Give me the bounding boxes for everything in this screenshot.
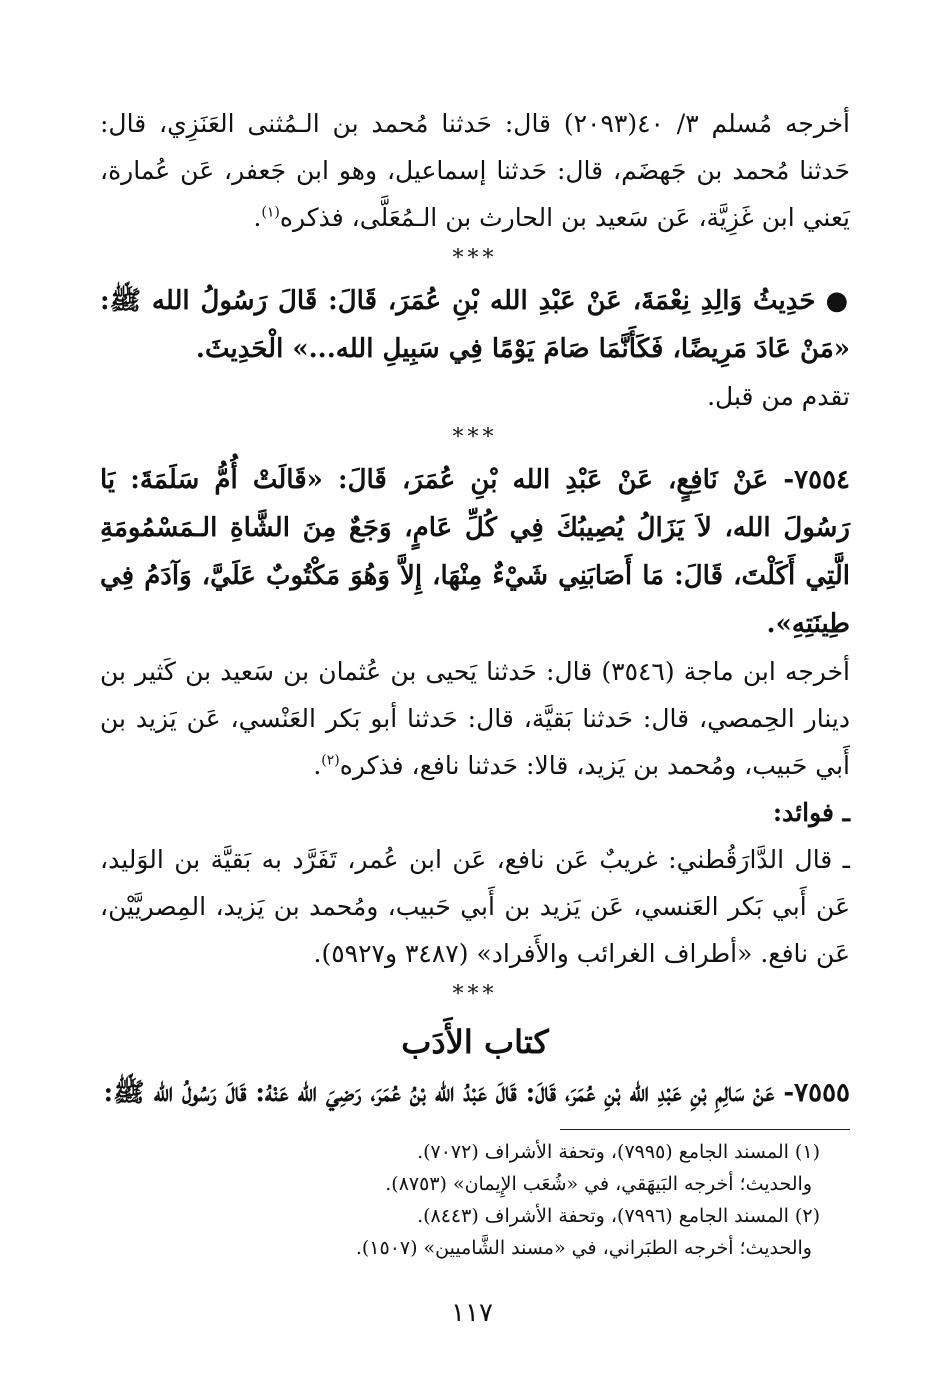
takhrij-paragraph-1 (100, 100, 850, 241)
hadith-7555: ٧٥٥٥- عَنْ سَالِمِ بْنِ عَبْدِ الله بْنِ عُمَرَ، قَالَ: قَالَ عَبْدُ الله بْنُ عُمَرَ، رَضِيَ الله عَنْهُ: قَالَ رَسُولُ الله ﷺ: (103, 1078, 850, 1108)
footnote-divider (560, 1129, 850, 1130)
footnote-1: (١) المسند الجامع (٧٩٩٥)، وتحفة الأشراف (٧٠٧٢). (417, 1141, 820, 1163)
hadith-text-1: حَدِيثُ وَالِدِ نِعْمَةَ، عَنْ عَبْدِ الله بْنِ عُمَرَ، قَالَ: قَالَ رَسُولُ الله ﷺ: «مَنْ عَادَ مَرِيضًا، فَكَأَنَّمَا صَامَ يَوْمًا فِي سَبِيلِ الله...» الْحَدِيثَ. (100, 286, 850, 364)
section-separator-3: *** (452, 982, 498, 1007)
sentence-end: . (313, 751, 322, 780)
footnote-2-continued: والحديث؛ أخرجه الطبَراني، في «مسند الشَّاميين» (١٥٠٧). (355, 1237, 812, 1259)
book-page (100, 100, 850, 1264)
footnote-2: (٢) المسند الجامع (٧٩٩٦)، وتحفة الأشراف (٨٤٤٣). (417, 1205, 820, 1227)
page-number: ١١٧ (451, 1298, 493, 1328)
takhrij-paragraph-2 (100, 648, 850, 789)
cross-reference-note: تقدم من قبل. (707, 382, 850, 411)
section-separator-1: *** (452, 246, 498, 271)
footnote-ref-1[interactable]: (١) (261, 204, 280, 221)
takhrij-text-1: أخرجه مُسلم ٣/ ٤٠(٢٠٩٣) قال: حَدثنا مُحمد بن الـمُثنى العَنَزِي، قال: حَدثنا مُحمد بن جَهضَم، قال: حَدثنا إسماعيل، وهو ابن جَعفر، عَن عُمارة، يَعني ابن غَزِيَّة، عَن سَعيد بن الحارث بن الـمُعَلَّى، فذكره (100, 109, 850, 232)
footnotes (100, 1136, 820, 1264)
fawaid-heading: ـ فوائد: (772, 798, 850, 827)
bullet-icon: ● (825, 286, 850, 316)
section-separator-2: *** (452, 425, 498, 450)
hadith-7554: ٧٥٥٤- عَنْ نَافِعٍ، عَنْ عَبْدِ الله بْنِ عُمَرَ، قَالَ: «قَالَتْ أُمُّ سَلَمَةَ: يَا رَسُولَ الله، لاَ يَزَالُ يُصِيبُكَ فِي كُلِّ عَامٍ، وَجَعٌ مِنَ الشَّاةِ الـمَسْمُومَةِ الَّتِي أَكَلْتَ، قَالَ: مَا أَصَابَنِي شَيْءٌ مِنْهَا، إِلاَّ وَهُوَ مَكْتُوبٌ عَلَيَّ، وَآدَمُ فِي طِينَتِهِ». (100, 465, 850, 639)
takhrij-text-2: أخرجه ابن ماجة (٣٥٤٦) قال: حَدثنا يَحيى بن عُثمان بن سَعيد بن كَثير بن دينار الحِمصي، قال: حَدثنا بَقيَّة، قال: حَدثنا أبو بَكر العَنْسي، عَن يَزيد بن أَبي حَبيب، ومُحمد بن يَزيد، قالا: حَدثنا نافع، فذكره (100, 657, 850, 780)
sentence-end: . (253, 203, 262, 232)
footnote-1-continued: والحديث؛ أخرجه البَيهَقي، في «شُعَب الإِيمان» (٨٧٥٣). (385, 1173, 812, 1195)
fawaid-paragraph: ـ قال الدَّارَقُطني: غريبٌ عَن نافع، عَن ابن عُمر، تَفَرَّد به بَقيَّة بن الوَليد، عَن أَبي بَكر العَنسي، عَن يَزيد بن أَبي حَبيب، ومُحمد بن يَزيد، المِصريَّيْن، عَن نافع. «أطراف الغرائب والأَفراد» (٣٤٨٧ و٥٩٢٧). (100, 845, 850, 968)
footnote-ref-2[interactable]: (٢) (321, 752, 340, 769)
hadith-bullet-paragraph (100, 277, 850, 373)
chapter-title: كتاب الأَدَب (401, 1023, 549, 1061)
